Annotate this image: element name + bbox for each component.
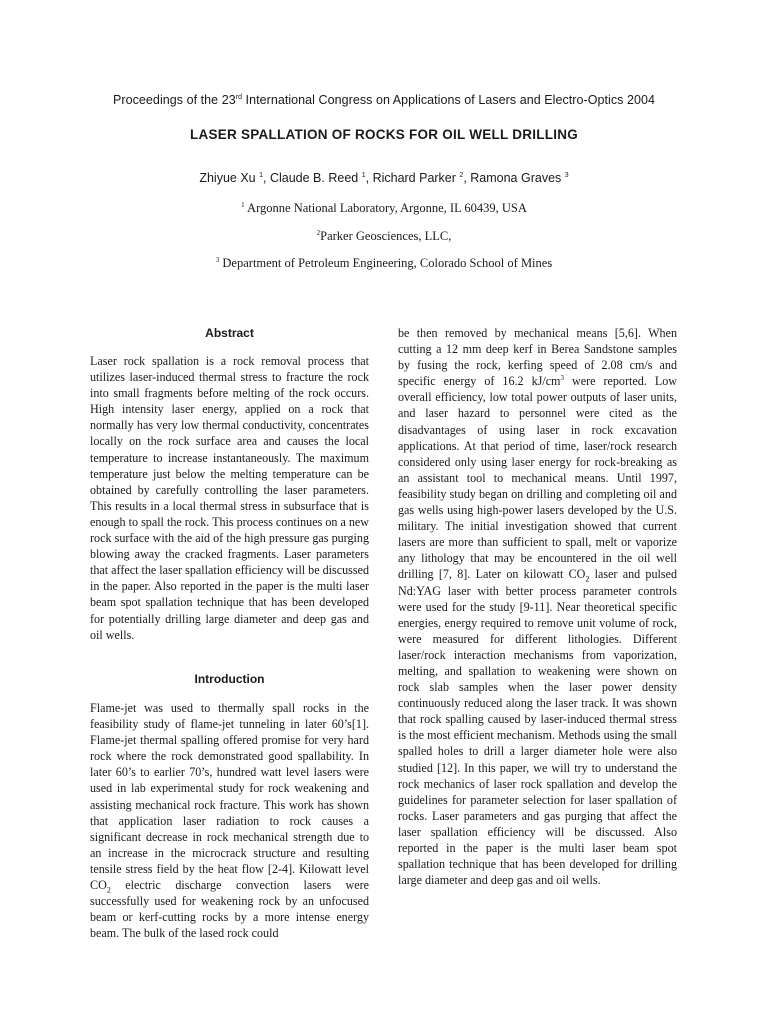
co2-subscript: 2	[106, 885, 111, 895]
introduction-text-a: Flame-jet was used to thermally spall rocks in the feasibility study of flame-jet tunneling in later 60’s[1]. Flame-jet thermal spalling offered promise for very hard rock where the rock demonstrated good spallability. In later 60’s to earlier 70’s, hundred watt level lasers were used in lab experimental study for rock weakening and assisting mechanical rock fracture. This work has shown that application laser radiation to rock causes a significant decrease in rock mechanical strength due to an increase in the microcrack structure and resulting tensile stress field by the heat flow [2-4]. Kilowatt level CO	[90, 701, 369, 893]
affiliation-number: 1	[241, 200, 245, 209]
affiliation-number: 3	[215, 255, 220, 264]
right-text-c: laser and pulsed Nd:YAG laser with better process parameter controls were used for the study [9-11]. Near theoretical specific energies, energy required to remove unit volume of rock, were measured for different lithologies. Different laser/rock interaction mechanisms from vaporization, melting, and spallation to weakening were shown on rock slab samples when the laser power density continuously reduced along the laser track. It was shown that rock spalling caused by laser-induced thermal stress is the most efficient mechanism. Methods using the small spalled holes to drill a larger diameter hole were also studied [12]. In this paper, we will try to understand the rock mechanics of laser rock spallation and develop the guidelines for parameter selection for laser spallation of rocks. Laser parameters and gas purging that affect the laser spallation efficiency will be discussed. Also reported in the paper is the multi laser beam spot spallation technique that has been developed for drilling large diameter and deep gas and oil wells.	[398, 567, 678, 888]
introduction-heading: Introduction	[194, 672, 265, 686]
affiliation-colorado	[0, 256, 768, 271]
affiliation-text: Parker Geosciences, LLC,	[320, 229, 452, 243]
author-affiliation-number: 1	[361, 171, 366, 179]
proceedings-header	[0, 93, 768, 107]
introduction-text-b: electric discharge convection lasers were successfully used for weakening rock by an unfocused beam or kerf-cutting rocks by a more intense energy beam. The bulk of the lased rock could	[90, 878, 369, 941]
paper-title: LASER SPALLATION OF ROCKS FOR OIL WELL DRILLING	[190, 127, 578, 142]
abstract-body	[90, 353, 369, 643]
affiliation-parker	[0, 229, 768, 244]
author-name: Zhiyue Xu	[199, 171, 260, 185]
author-separator: ,	[463, 171, 471, 185]
author-separator: ,	[365, 171, 373, 185]
author-list	[0, 171, 768, 185]
co2-subscript: 2	[585, 574, 590, 584]
right-text-b: were reported. Low overall efficiency, low total power outputs of laser units, and laser hazard to personnel were cited as the disadvantages of using laser in rock excavation applications. At that period of time, laser/rock research considered only using laser energy for rock-breaking as an assistant tool to mechanical means. Until 1997, feasibility study began on drilling and completing oil and gas wells using high-power lasers developed by the U.S. military. The initial investigation showed that current lasers are more than sufficient to spall, melt or vaporize any lithology that may be encountered in the oil well drilling [7, 8]. Later on kilowatt CO	[398, 374, 677, 582]
cubic-superscript: 3	[560, 374, 564, 383]
author-name: Claude B. Reed	[269, 171, 362, 185]
author-affiliation-number: 2	[459, 171, 464, 179]
right-column-paragraph	[398, 325, 677, 888]
abstract-heading: Abstract	[205, 326, 254, 340]
right-text-a: be then removed by mechanical means [5,6]. When cutting a 12 mm deep kerf in Berea Sandstone samples by fusing the rock, kerfing speed of 2.08 cm/s and specific energy of 16.2 kJ/cm	[398, 326, 677, 389]
author-separator: ,	[263, 171, 270, 185]
introduction-paragraph	[90, 700, 369, 941]
author-affiliation-number: 3	[564, 171, 569, 179]
proceedings-ordinal: rd	[235, 93, 243, 101]
author-affiliation-number: 1	[259, 171, 264, 179]
proceedings-text-start: Proceedings of the 23	[113, 93, 236, 107]
abstract-paragraph: Laser rock spallation is a rock removal process that utilizes laser-induced thermal stress to fracture the rock into small fragments before melting of the rock occurs. High intensity laser energy, applied on a rock that normally has very low thermal conductivity, concentrates locally on the rock surface area and causes the local temperature to increase instantaneously. The maximum temperature just below the melting temperature can be obtained by carefully controlling the laser parameters. This results in a local thermal stress in subsurface that is enough to spall the rock. This process continues on a new rock surface with the aid of the high pressure gas purging blowing away the cracked fragments. Laser parameters that affect the laser spallation efficiency will be discussed in the paper. Also reported in the paper is the multi laser beam spot spallation technique that has been developed for potentially drilling large diameter and deep gas and oil wells.	[90, 354, 369, 642]
right-column-body	[398, 325, 677, 888]
affiliation-text: Department of Petroleum Engineering, Colorado School of Mines	[219, 256, 553, 270]
affiliation-text: Argonne National Laboratory, Argonne, IL 60439, USA	[244, 201, 527, 215]
introduction-body	[90, 700, 369, 941]
author-name: Richard Parker	[372, 171, 460, 185]
proceedings-text-end: International Congress on Applications of Lasers and Electro-Optics 2004	[242, 93, 655, 107]
author-name: Ramona Graves	[470, 171, 565, 185]
affiliation-number: 2	[316, 228, 321, 237]
affiliation-argonne	[0, 201, 768, 216]
